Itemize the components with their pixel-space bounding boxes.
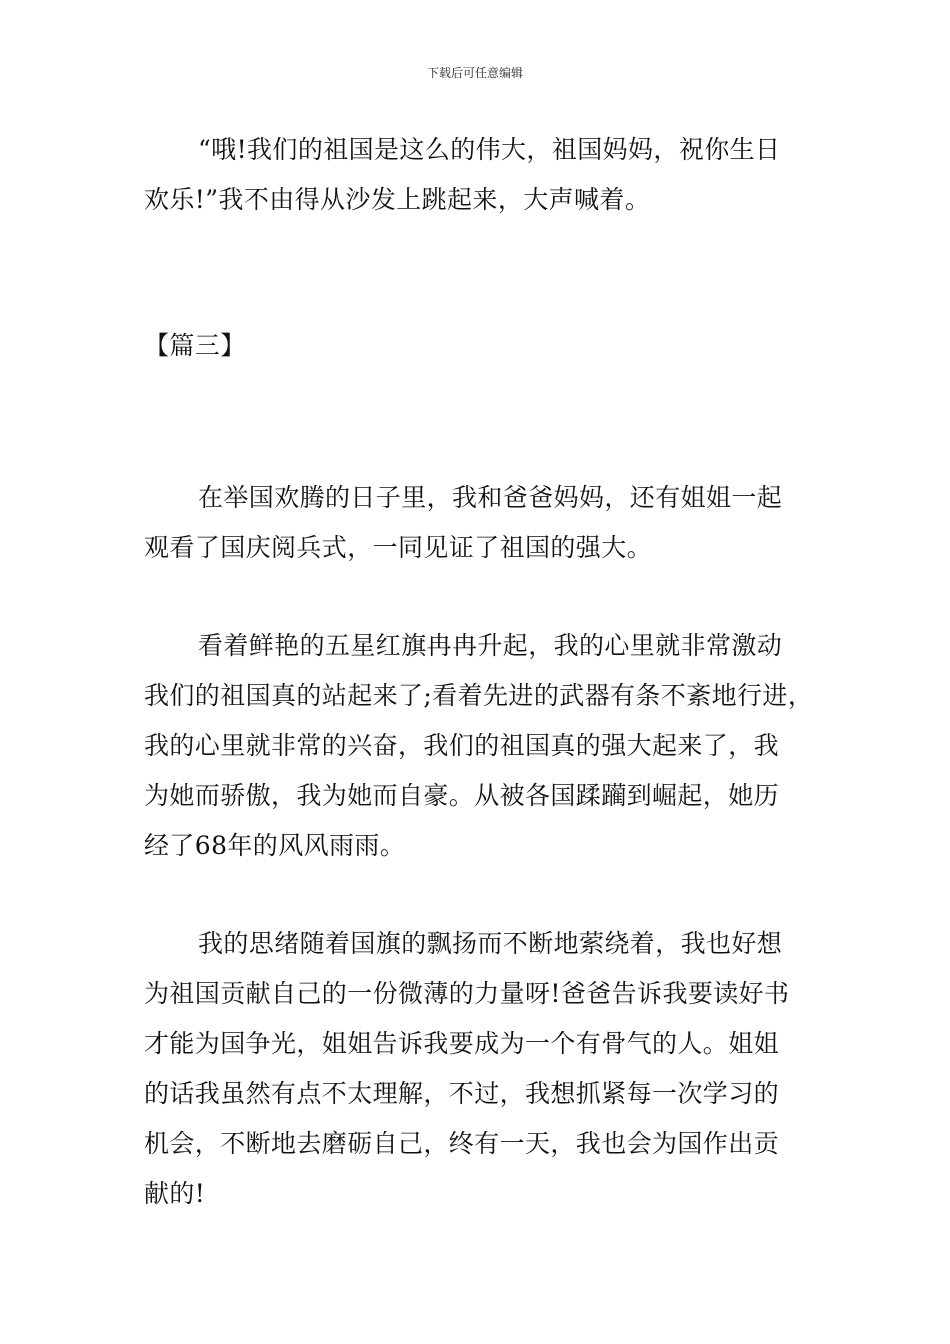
paragraph-line: 欢乐!”我不由得从沙发上跳起来，大声喊着。: [144, 185, 651, 214]
paragraph-line: 才能为国争光，姐姐告诉我要成为一个有骨气的人。姐姐: [144, 1029, 780, 1058]
paragraph-line: 的话我虽然有点不太理解，不过，我想抓紧每一次学习的: [144, 1079, 780, 1108]
paragraph-line: 我的思绪随着国旗的飘扬而不断地萦绕着，我也好想: [198, 929, 783, 958]
page-header: 下载后可任意编辑: [426, 66, 523, 80]
paragraph-line: “哦!我们的祖国是这么的伟大，祖国妈妈，祝你生日: [198, 135, 781, 164]
paragraph-line: 为她而骄傲，我为她而自豪。从被各国蹂躏到崛起，她历: [144, 781, 780, 810]
paragraph-line: 为祖国贡献自己的一份微薄的力量呀!爸爸告诉我要读好书: [144, 979, 790, 1008]
paragraph-line: 我的心里就非常的兴奋，我们的祖国真的强大起来了，我: [144, 731, 780, 760]
paragraph-line: 经了68年的风风雨雨。: [144, 831, 406, 860]
paragraph-line: 我们的祖国真的站起来了;看着先进的武器有条不紊地行进，: [144, 681, 814, 710]
section-heading: 【篇三】: [144, 331, 246, 360]
paragraph-line: 在举国欢腾的日子里，我和爸爸妈妈，还有姐姐一起: [198, 483, 783, 512]
paragraph-line: 机会，不断地去磨砺自己，终有一天，我也会为国作出贡: [144, 1129, 780, 1158]
paragraph-line: 献的!: [144, 1179, 206, 1208]
paragraph-line: 观看了国庆阅兵式，一同见证了祖国的强大。: [144, 533, 653, 562]
paragraph-line: 看着鲜艳的五星红旗冉冉升起，我的心里就非常激动: [198, 631, 783, 660]
